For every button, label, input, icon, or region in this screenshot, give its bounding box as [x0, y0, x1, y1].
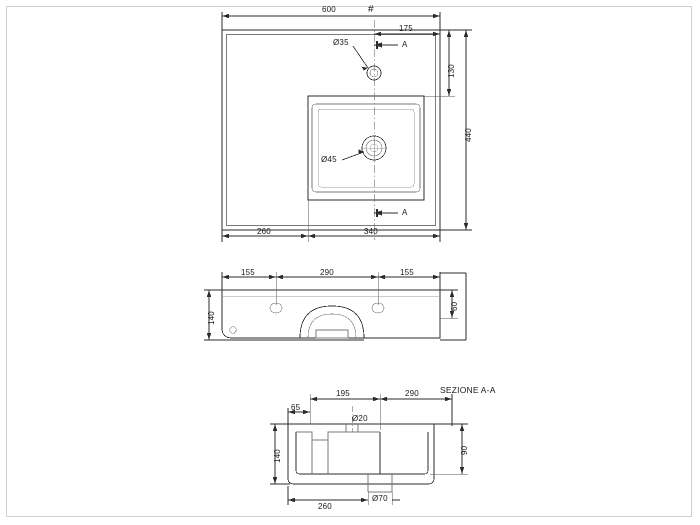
section-dim-bowl-depth: 90 — [460, 445, 469, 455]
front-dim-right: 155 — [400, 268, 414, 277]
front-dim-inner-height: 60 — [450, 301, 459, 311]
dim-overall-depth: 440 — [464, 128, 473, 142]
front-dim-left: 155 — [241, 268, 255, 277]
section-title: SEZIONE A-A — [440, 385, 496, 395]
front-dim-height: 140 — [207, 311, 216, 325]
dim-hole-top: Ø35 — [333, 38, 349, 47]
dim-overall-width: 600 — [322, 5, 336, 14]
dim-offset-right: 175 — [399, 24, 413, 33]
section-dim-inner-width: 195 — [336, 389, 350, 398]
section-dim-lip: 65 — [291, 403, 301, 412]
sheet-marker: # — [368, 4, 374, 15]
section-dim-right-width: 290 — [405, 389, 419, 398]
section-dim-base-width: 260 — [318, 502, 332, 511]
dim-right-segment: 340 — [364, 227, 378, 236]
front-dim-mid: 290 — [320, 268, 334, 277]
section-dim-drain: Ø70 — [372, 494, 388, 503]
section-mark-a-top: A — [402, 40, 408, 49]
section-dim-total-height: 140 — [273, 449, 282, 463]
section-dim-hole: Ø20 — [352, 414, 368, 423]
dim-height-top: 130 — [447, 64, 456, 78]
dim-left-segment: 260 — [257, 227, 271, 236]
dim-drain-top: Ø45 — [321, 155, 337, 164]
section-mark-a-bottom: A — [402, 208, 408, 217]
